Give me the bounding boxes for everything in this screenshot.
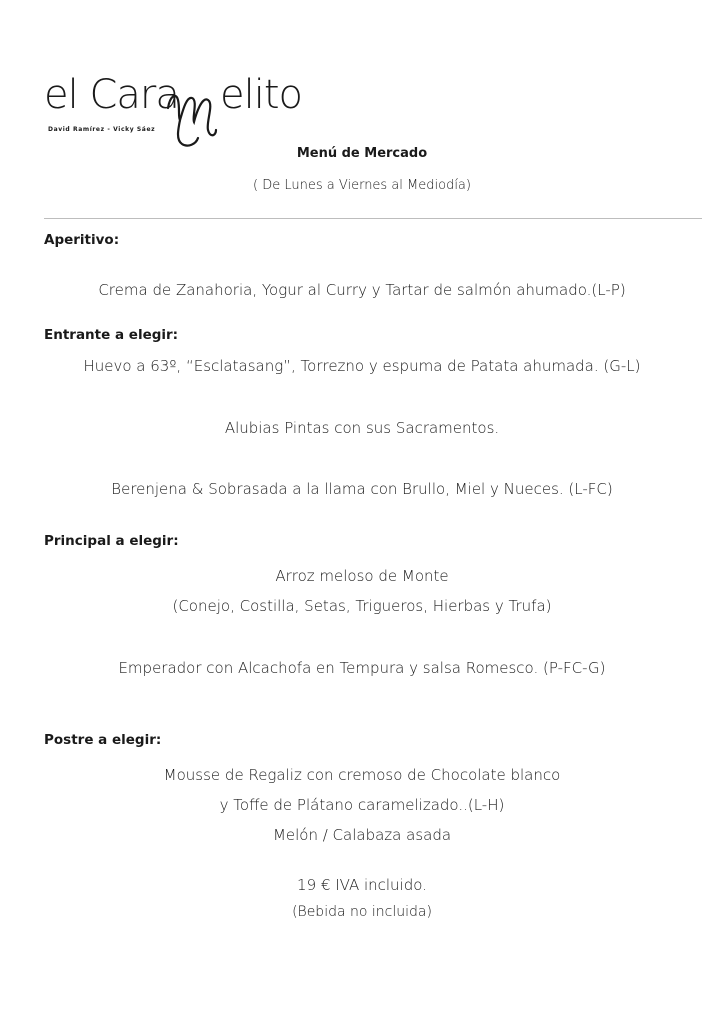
logo-m-flourish-icon (162, 74, 224, 150)
section-aperitivo-label: Aperitivo: (44, 232, 120, 248)
logo-name-right: elito (220, 72, 302, 118)
logo-name-left: el Cara (44, 72, 179, 118)
section-postre-label: Postre a elegir: (44, 732, 162, 748)
logo-subtitle: David Ramírez - Vicky Sáez (48, 126, 156, 133)
entrante-item: Huevo a 63º, “Esclatasang”, Torrezno y espuma de Patata ahumada. (G-L) (83, 357, 641, 375)
principal-item-detail: (Conejo, Costilla, Setas, Trigueros, Hierbas y Trufa) (172, 597, 552, 615)
section-entrante-label: Entrante a elegir: (44, 327, 179, 343)
principal-item: Emperador con Alcachofa en Tempura y salsa Romesco. (P-FC-G) (118, 659, 606, 677)
logo (44, 72, 304, 152)
postre-item: Mousse de Regaliz con cremoso de Chocolate blanco (163, 766, 561, 784)
divider (44, 218, 702, 219)
menu-subtitle: ( De Lunes a Viernes al Mediodía) (253, 178, 471, 193)
price: 19 € IVA incluido. (297, 876, 427, 894)
entrante-item: Alubias Pintas con sus Sacramentos. (224, 419, 500, 437)
postre-item: Melón / Calabaza asada (272, 826, 452, 844)
price-note: (Bebida no incluida) (292, 904, 432, 920)
section-principal-label: Principal a elegir: (44, 533, 179, 549)
menu-title: Menú de Mercado (296, 146, 428, 161)
entrante-item: Berenjena & Sobrasada a la llama con Brullo, Miel y Nueces. (L-FC) (111, 480, 613, 498)
aperitivo-item: Crema de Zanahoria, Yogur al Curry y Tartar de salmón ahumado.(L-P) (98, 281, 626, 299)
postre-item: y Toffe de Plátano caramelizado..(L-H) (219, 796, 505, 814)
principal-item: Arroz meloso de Monte (275, 567, 449, 585)
